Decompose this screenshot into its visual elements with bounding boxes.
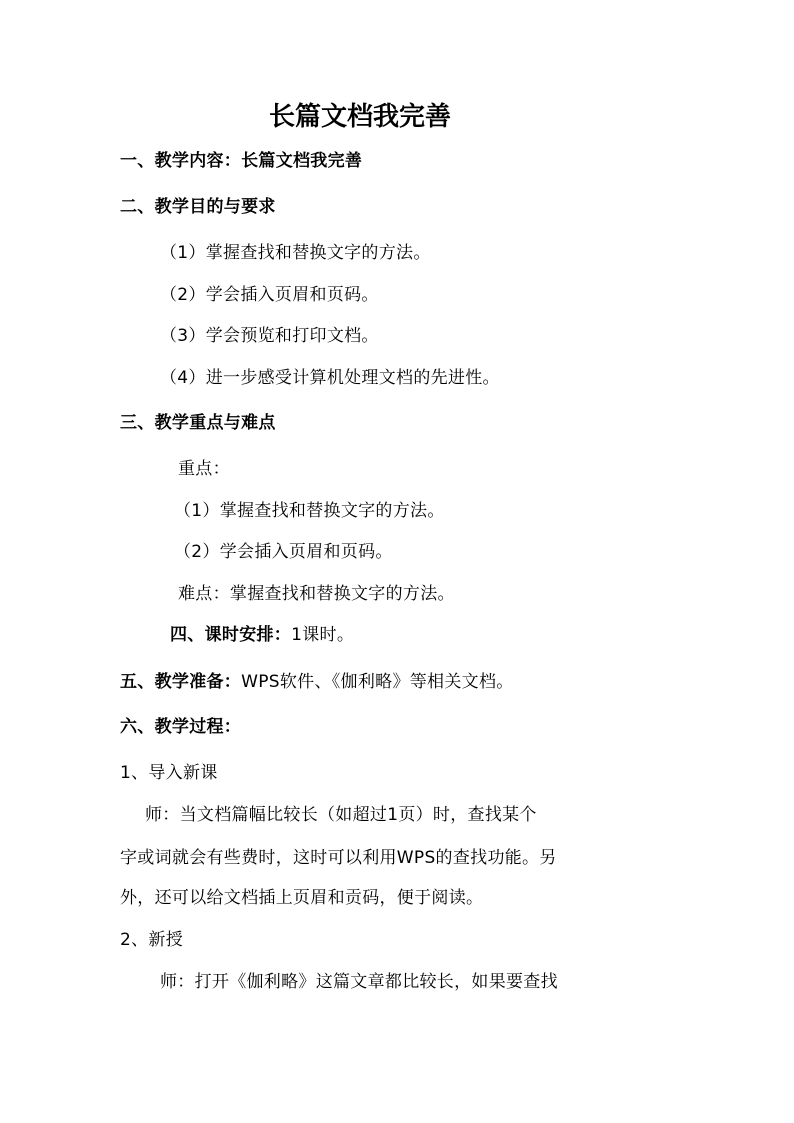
section-heading: 六、教学过程： bbox=[120, 717, 242, 737]
document-title: 长篇文档我完善 bbox=[268, 102, 451, 132]
goal-item: （3）学会预览和打印文档。 bbox=[160, 326, 379, 346]
section-preparation bbox=[120, 671, 514, 693]
goal-item: （1）掌握查找和替换文字的方法。 bbox=[160, 243, 431, 263]
paragraph-line: 外，还可以给文档插上页眉和贡码，便于阅读。 bbox=[120, 888, 484, 908]
difficulty-line: 难点：掌握查找和替换文字的方法。 bbox=[178, 584, 455, 604]
key-point-item: （1）掌握查找和替换文字的方法。 bbox=[174, 501, 445, 521]
key-point-item: （2）学会插入页眉和页码。 bbox=[174, 542, 393, 562]
paragraph-line: 师：当文档篇幅比较长（如超过1页）时，查找某个 bbox=[145, 805, 537, 825]
section-content: 长篇文档我完善 bbox=[241, 151, 363, 171]
section-schedule bbox=[170, 624, 354, 646]
step-heading: 2、新授 bbox=[120, 930, 184, 950]
key-points-label: 重点： bbox=[178, 459, 230, 479]
section-heading: 二、教学目的与要求 bbox=[120, 197, 276, 217]
paragraph-line: 师：打开《伽利略》这篇文章都比较长，如果要查找 bbox=[160, 972, 558, 992]
goal-item: （4）进一步感受计算机处理文档的先进性。 bbox=[160, 368, 500, 388]
section-content: 1课时。 bbox=[291, 625, 355, 645]
section-heading: 四、课时安排： bbox=[170, 625, 292, 645]
section-heading: 三、教学重点与难点 bbox=[120, 413, 276, 433]
section-heading: 一、教学内容： bbox=[120, 151, 242, 171]
paragraph-line: 字或词就会有些费时，这时可以利用WPS的查找功能。另 bbox=[120, 848, 557, 868]
section-heading: 五、教学准备： bbox=[120, 672, 242, 692]
step-heading: 1、导入新课 bbox=[120, 763, 218, 783]
goal-item: （2）学会插入页眉和页码。 bbox=[160, 285, 379, 305]
section-content: WPS软件、《伽利略》等相关文档。 bbox=[241, 672, 514, 692]
section-teaching-content bbox=[120, 150, 362, 172]
